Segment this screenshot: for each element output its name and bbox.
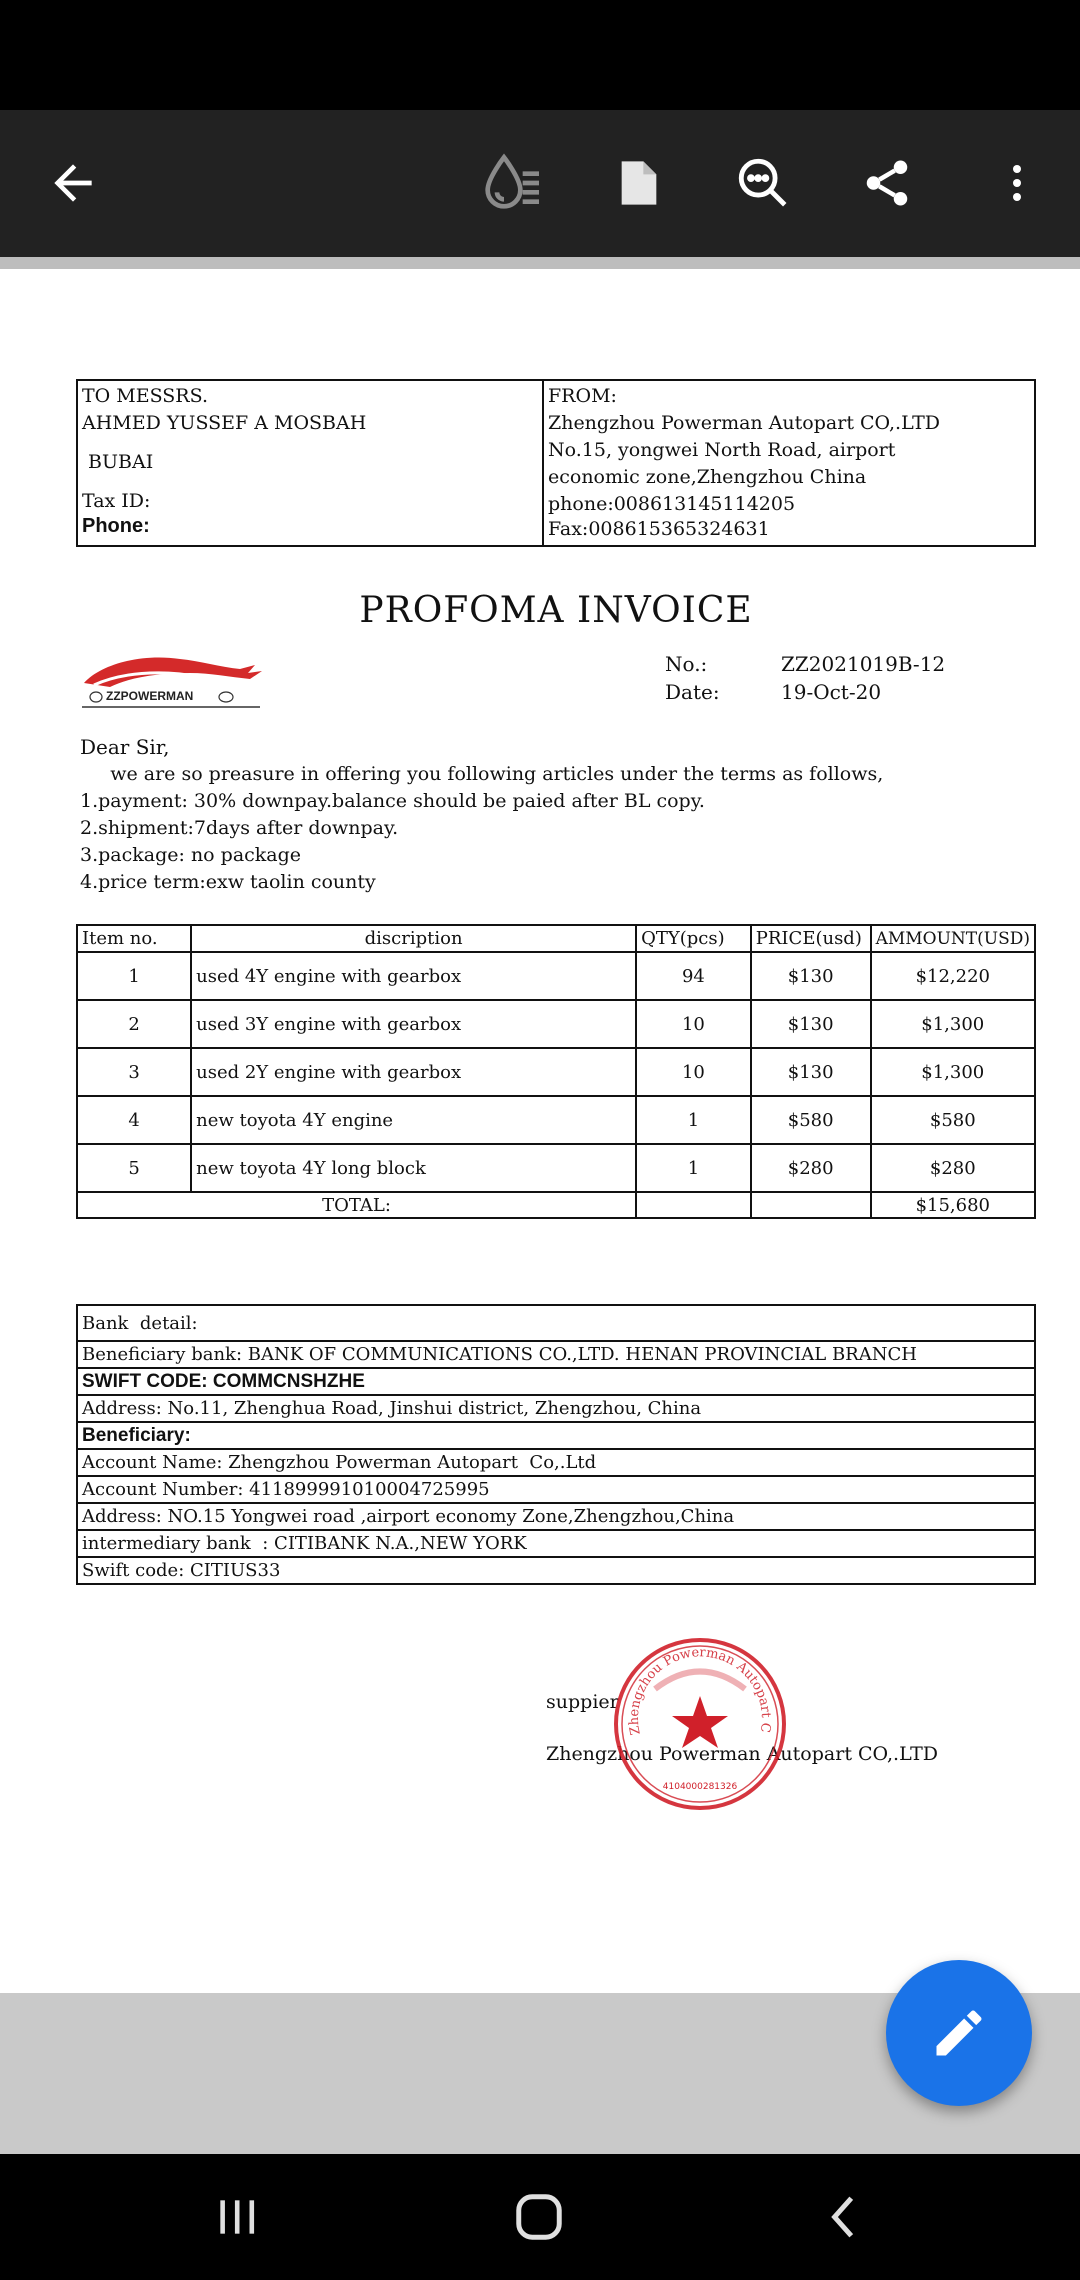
address-header-table [76,379,1036,547]
cell-item-no: 4 [77,1096,191,1144]
cell-item-no: 3 [77,1048,191,1096]
invoice-number-block [665,650,945,706]
cell-amount: $12,220 [871,952,1035,1000]
from-line: No.15, yongwei North Road, airport [548,439,896,461]
invoice-no-label: No.: [665,652,708,676]
cell-price: $280 [751,1144,871,1192]
share-button[interactable] [842,138,932,228]
search-chat-icon [734,154,792,212]
bank-row: SWIFT CODE: COMMCNSHZHE [77,1368,1035,1395]
toolbar-divider [0,257,1080,269]
document-page [0,269,1080,1993]
search-button[interactable] [718,138,808,228]
term-package: 3.package: no package [80,844,302,866]
system-nav-bar [0,2154,1080,2280]
table-header-row [77,925,1035,952]
column-header: QTY(pcs) [636,925,751,952]
cell-amount: $1,300 [871,1000,1035,1048]
column-header: discription [191,925,636,952]
total-label: TOTAL: [77,1192,636,1218]
bank-row: Address: NO.15 Yongwei road ,airport economy Zone,Zhengzhou,China [77,1503,1035,1530]
bank-row: Account Name: Zhengzhou Powerman Autopart Co,.Ltd [77,1449,1035,1476]
to-line: BUBAI [82,451,154,473]
back-nav-button[interactable] [790,2172,900,2262]
invoice-title: PROFOMA INVOICE [359,590,753,631]
term-price: 4.price term:exw taolin county [80,871,376,893]
total-value: $15,680 [871,1192,1035,1218]
to-line: AHMED YUSSEF A MOSBAH [82,412,367,434]
from-line: FROM: [548,385,617,407]
pencil-edit-icon [929,2003,989,2063]
recent-apps-icon [212,2192,262,2242]
invoice-no-value: ZZ2021019B-12 [781,652,946,676]
top-toolbar [0,110,1080,257]
status-bar [0,0,1080,110]
total-empty-cell [636,1192,751,1218]
cell-qty: 1 [636,1096,751,1144]
from-line: Zhengzhou Powerman Autopart CO,.LTD [548,412,941,434]
to-line: Tax ID: [82,490,151,512]
cell-item-no: 2 [77,1000,191,1048]
cell-item-no: 1 [77,952,191,1000]
cell-price: $130 [751,1000,871,1048]
more-options-button[interactable] [972,138,1062,228]
term-payment: 1.payment: 30% downpay.balance should be paied after BL copy. [80,790,705,812]
cell-qty: 94 [636,952,751,1000]
to-cell [77,380,543,546]
cell-qty: 10 [636,1000,751,1048]
edit-fab-button[interactable] [886,1960,1032,2106]
invoice-date-label: Date: [665,680,720,704]
share-icon [860,156,914,210]
from-line: economic zone,Zhengzhou China [548,466,867,488]
ink-drop-button[interactable] [466,138,556,228]
letter-body [80,734,883,896]
cell-description: new toyota 4Y engine [191,1096,636,1144]
table-row [77,1144,1035,1192]
table-row [77,1096,1035,1144]
from-line: phone:008613145114205 [548,493,796,515]
company-logo [80,647,266,717]
seal-code: 4104000281326 [662,1782,738,1792]
bank-row: intermediary bank : CITIBANK N.A.,NEW YORK [77,1530,1035,1557]
cell-description: used 4Y engine with gearbox [191,952,636,1000]
cell-price: $130 [751,952,871,1000]
home-button[interactable] [484,2172,594,2262]
logo-text: ZZPOWERMAN [106,689,194,703]
home-icon [512,2190,566,2244]
bank-row: Account Number: 411899991010004725995 [77,1476,1035,1503]
cell-amount: $280 [871,1144,1035,1192]
cell-amount: $580 [871,1096,1035,1144]
table-row [77,1048,1035,1096]
to-line: TO MESSRS. [82,385,208,407]
column-header: Item no. [77,925,191,952]
total-empty-cell [751,1192,871,1218]
greeting: Dear Sir, [80,735,170,759]
items-table [76,924,1036,1219]
cell-qty: 1 [636,1144,751,1192]
cell-price: $130 [751,1048,871,1096]
seal-text: Zhengzhou Powerman Autopart C [626,1645,774,1737]
bank-row: Beneficiary: [77,1422,1035,1449]
from-line: Fax:008615365324631 [548,518,770,540]
bank-row: Beneficiary bank: BANK OF COMMUNICATIONS CO.,LTD. HENAN PROVINCIAL BRANCH [77,1341,1035,1368]
table-row [77,952,1035,1000]
table-row [77,1000,1035,1048]
cell-description: used 3Y engine with gearbox [191,1000,636,1048]
ink-drop-list-icon [476,148,546,218]
column-header: AMMOUNT(USD) [871,925,1035,952]
from-cell [543,380,1035,546]
supplier-label: suppier [546,1691,619,1713]
company-seal-stamp [610,1634,790,1814]
cell-amount: $1,300 [871,1048,1035,1096]
column-header: PRICE(usd) [751,925,871,952]
bank-row: Swift code: CITIUS33 [77,1557,1035,1584]
term-shipment: 2.shipment:7days after downpay. [80,817,399,839]
back-chevron-icon [820,2192,870,2242]
more-vert-icon [993,159,1041,207]
cell-qty: 10 [636,1048,751,1096]
cell-price: $580 [751,1096,871,1144]
phone-label: Phone: [82,515,150,537]
document-icon [613,157,665,209]
supplier-name: Zhengzhou Powerman Autopart CO,.LTD [546,1743,939,1765]
cell-item-no: 5 [77,1144,191,1192]
bank-row: Address: No.11, Zhenghua Road, Jinshui district, Zhengzhou, China [77,1395,1035,1422]
cell-description: new toyota 4Y long block [191,1144,636,1192]
recent-apps-button[interactable] [182,2172,292,2262]
invoice-date-value: 19-Oct-20 [781,680,882,704]
back-button[interactable] [28,138,118,228]
bank-details-table [76,1304,1036,1585]
document-button[interactable] [594,138,684,228]
arrow-left-icon [45,155,101,211]
total-row [77,1192,1035,1218]
cell-description: used 2Y engine with gearbox [191,1048,636,1096]
letter-intro: we are so preasure in offering you following articles under the terms as follows, [80,763,884,785]
bank-row: Bank detail: [77,1305,1035,1341]
